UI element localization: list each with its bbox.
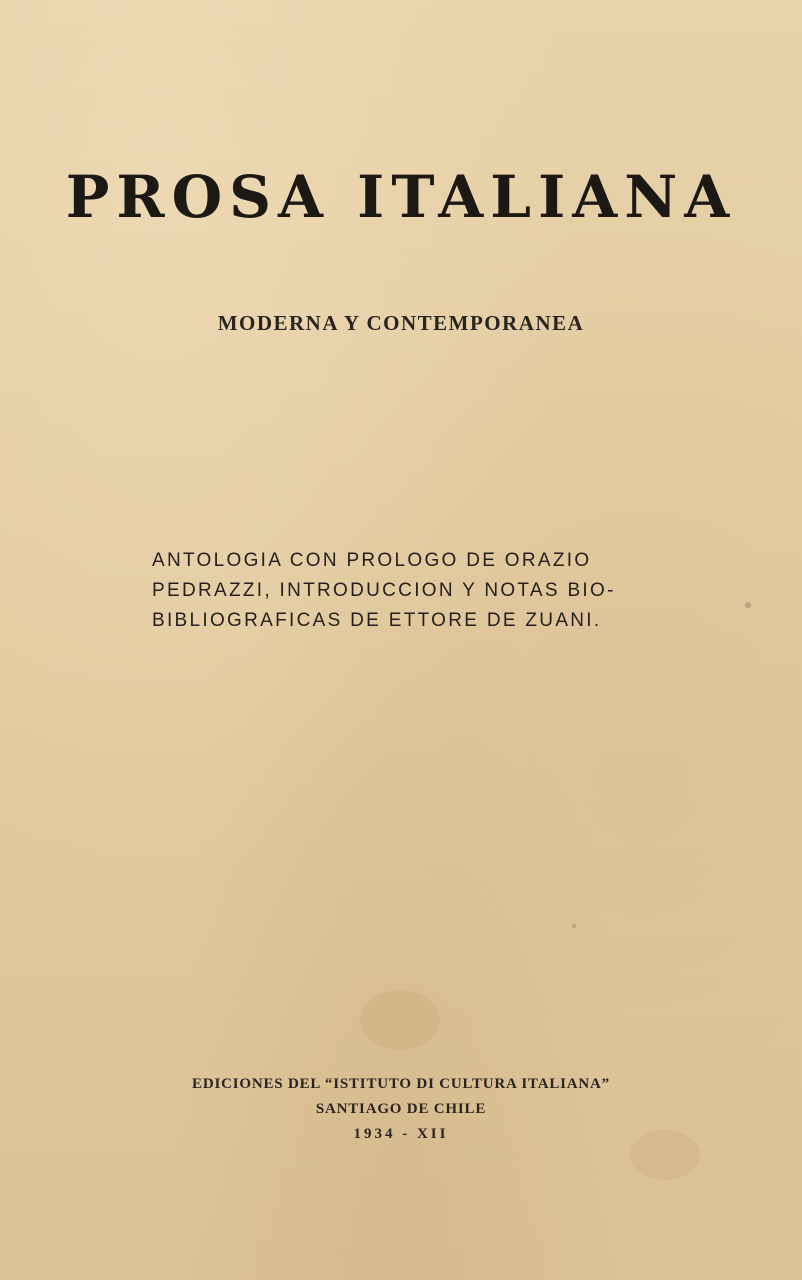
book-subtitle: MODERNA Y CONTEMPORANEA [217, 311, 585, 335]
publication-year: 1934 - XII [353, 1126, 449, 1142]
publisher-block [0, 1072, 802, 1147]
book-title: PROSA ITALIANA [65, 163, 737, 231]
description-line: PEDRAZZI, INTRODUCCION Y NOTAS BIO- [152, 580, 616, 601]
paper-speck [572, 924, 576, 928]
description-line: ANTOLOGIA CON PROLOGO DE ORAZIO [152, 550, 592, 571]
publisher-name: EDICIONES DEL “ISTITUTO DI CULTURA ITALIANA” [192, 1076, 610, 1092]
book-description [152, 546, 662, 636]
publisher-city: SANTIAGO DE CHILE [315, 1101, 487, 1117]
paper-stain [360, 990, 440, 1050]
paper-speck [745, 602, 751, 608]
description-line: BIBLIOGRAFICAS DE ETTORE DE ZUANI. [152, 610, 602, 631]
